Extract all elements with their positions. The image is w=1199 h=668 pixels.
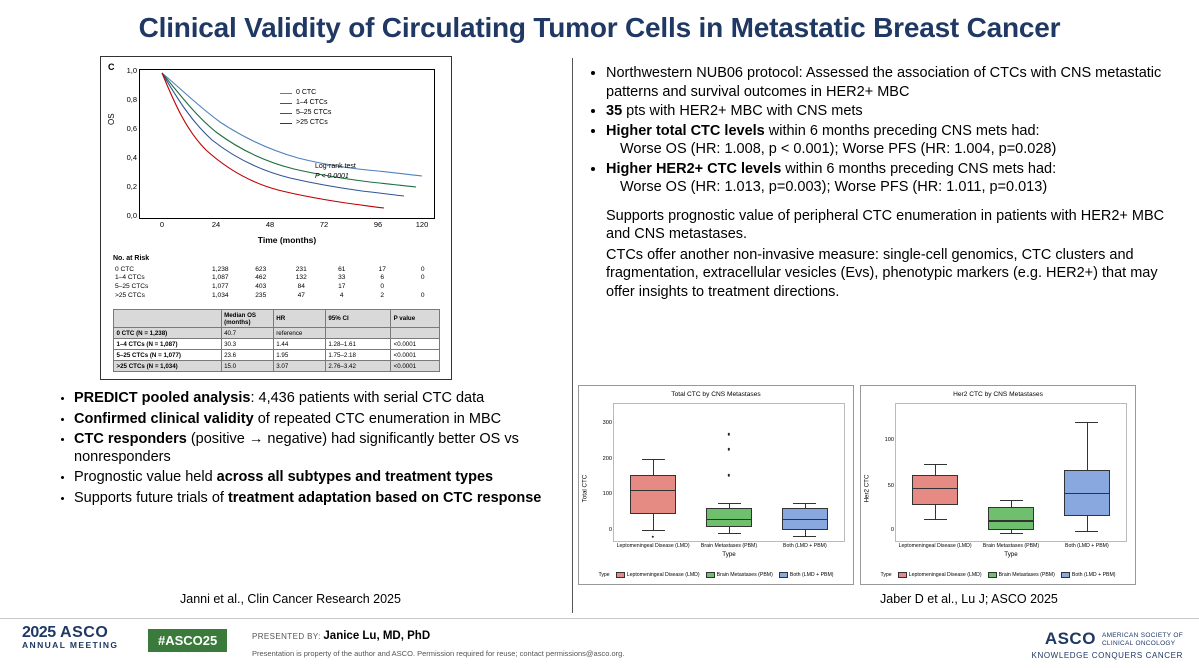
risk-row-label: 1–4 CTCs: [115, 274, 145, 282]
stats-cell: 23.6: [221, 350, 273, 361]
plot-area: [602, 403, 845, 549]
risk-cell: 2: [380, 291, 385, 299]
stats-cell: 1–4 CTCs (N = 1,087): [114, 339, 222, 350]
x-tick: Leptomeningeal Disease (LMD): [616, 543, 690, 549]
list-item: [74, 431, 552, 466]
stats-cell: 3.07: [273, 361, 325, 372]
stats-cell: 1.95: [273, 350, 325, 361]
panel-label: C: [108, 62, 115, 72]
logo-asco: ASCO: [60, 624, 109, 641]
risk-cell: 132: [295, 274, 307, 282]
stats-cell: [325, 328, 390, 339]
chart-title: Her2 CTC by CNS Metastases: [953, 391, 1043, 398]
permission-notice: Presentation is property of the author and ASCO. Permission required for reuse; contact permissions@asco.org.: [252, 649, 625, 658]
risk-cell: 0: [420, 291, 425, 299]
outlier-point: [728, 474, 730, 476]
legend-item: [1061, 572, 1116, 578]
bullet-bold: 35: [606, 103, 623, 119]
risk-cell: 17: [338, 282, 346, 290]
risk-cell: 61: [338, 265, 346, 273]
table-row: [114, 339, 440, 350]
x-tick: Brain Metastases (PBM): [700, 543, 758, 549]
km-figure-panel: [100, 56, 452, 380]
median-line: [988, 520, 1034, 521]
risk-row-label: 0 CTC: [115, 265, 135, 273]
number-at-risk-table: [113, 255, 443, 299]
risk-cell: 47: [297, 291, 305, 299]
whisker-cap: [924, 464, 947, 465]
boxplot-her2-ctc: [860, 385, 1136, 585]
list-item: [606, 64, 1184, 101]
risk-cell: 1,087: [212, 274, 229, 282]
legend-title: Type: [598, 572, 610, 578]
box: [988, 507, 1034, 530]
table-row: [113, 291, 443, 300]
bullet-bold: PREDICT pooled analysis: [74, 390, 251, 406]
hashtag-badge: #ASCO25: [148, 629, 227, 652]
risk-cell: 462: [255, 274, 267, 282]
col-header-pvalue: P value: [391, 310, 440, 328]
risk-cell: [402, 282, 443, 291]
risk-cell: 0: [420, 265, 425, 273]
risk-cell: 4: [339, 291, 344, 299]
legend-item: [988, 572, 1055, 578]
bullet-text: pts with HER2+ MBC with CNS mets: [622, 103, 863, 119]
stats-cell: 1.44: [273, 339, 325, 350]
whisker-cap: [924, 519, 947, 520]
risk-row-label: 5–25 CTCs: [115, 282, 149, 290]
stats-cell: <0.0001: [391, 350, 440, 361]
table-row: [114, 350, 440, 361]
median-line: [912, 488, 958, 489]
risk-cell: 6: [380, 274, 385, 282]
list-item: [74, 411, 552, 429]
whisker-cap: [718, 503, 741, 504]
stats-cell: 1.75–2.18: [325, 350, 390, 361]
asco-org-line2: CLINICAL ONCOLOGY: [1101, 639, 1176, 647]
legend-swatch-gt25ctc: [280, 120, 292, 126]
bullet-subtext: Worse OS (HR: 1.008, p < 0.001); Worse PFS (HR: 1.004, p=0.028): [620, 141, 1057, 157]
bullet-bold: Confirmed clinical validity: [74, 410, 254, 427]
presented-by-label: PRESENTED BY:: [252, 632, 321, 641]
col-header-group: [114, 310, 222, 328]
bullet-bold: CTC responders: [74, 431, 187, 447]
box: [706, 508, 752, 527]
bullet-bold: Higher HER2+ CTC levels: [606, 160, 782, 177]
km-ytick: 1,0: [126, 66, 137, 75]
y-tick: 300: [602, 420, 612, 427]
legend-item: [898, 572, 982, 578]
whisker-cap: [1075, 531, 1098, 532]
legend-label: Both (LMD + PBM): [1071, 572, 1116, 578]
bullet-bold: Higher total CTC levels: [606, 122, 765, 139]
risk-cell: 1,238: [212, 265, 229, 273]
chart-y-axis-label: Her2 CTC: [863, 474, 871, 503]
chart-title: Total CTC by CNS Metastases: [671, 391, 761, 398]
legend-swatch-1-4ctc: [280, 100, 292, 106]
stats-cell: 30.3: [221, 339, 273, 350]
median-line: [630, 490, 676, 491]
list-item: [606, 122, 1184, 159]
bullet-text: (positive → negative) had significantly better OS vs nonresponders: [74, 431, 519, 465]
legend-label: Both (LMD + PBM): [789, 572, 834, 578]
risk-cell: 231: [295, 265, 307, 273]
table-row: [114, 328, 440, 339]
legend-swatch-both: [779, 572, 788, 578]
km-legend-label: 5–25 CTCs: [296, 109, 332, 116]
km-ytick: 0,2: [126, 182, 137, 191]
legend-label: Brain Metastases (PBM): [998, 572, 1055, 578]
list-item: [74, 469, 552, 487]
stats-cell: 40.7: [221, 328, 273, 339]
bullet-pre: Prognostic value held: [74, 469, 217, 485]
km-x-axis-label: Time (months): [257, 235, 317, 245]
x-tick: Both (LMD + PBM): [783, 543, 827, 549]
table-row: [114, 361, 440, 372]
whisker-cap: [1000, 533, 1023, 534]
y-tick: 200: [602, 455, 612, 462]
bullet-bold: across all subtypes and treatment types: [216, 469, 494, 485]
citation-left: Janni et al., Clin Cancer Research 2025: [180, 592, 401, 606]
right-paragraphs: [606, 207, 1184, 302]
legend-swatch-0ctc: [280, 90, 292, 96]
km-legend: [280, 88, 331, 128]
chart-x-axis-label: Type: [722, 551, 736, 558]
bullet-pre: Supports future trials of: [74, 489, 228, 506]
risk-cell: 84: [297, 282, 305, 290]
bullet-subtext: Worse OS (HR: 1.013, p=0.003); Worse PFS (HR: 1.011, p=0.013): [620, 179, 1048, 195]
km-xtick: 96: [373, 220, 383, 229]
col-header-median-os: Median OS (months): [221, 310, 273, 328]
risk-row-label: >25 CTCs: [115, 291, 145, 299]
col-header-hr: HR: [273, 310, 325, 328]
x-tick: Leptomeningeal Disease (LMD): [898, 543, 972, 549]
whisker-cap: [718, 533, 741, 534]
km-logrank-annotation: [315, 162, 356, 181]
stats-cell: <0.0001: [391, 339, 440, 350]
km-xtick: 24: [211, 220, 221, 229]
outlier-point: [728, 448, 730, 450]
risk-cell: 0: [380, 282, 385, 290]
box: [630, 475, 676, 513]
whisker-cap: [642, 530, 665, 531]
logrank-line2: P < 0.0001: [315, 172, 349, 180]
y-tick: 0: [890, 527, 894, 534]
paragraph: CTCs offer another non-invasive measure: single-cell genomics, CTC clusters and fragmentation, extracellular vesicles (Evs), phenotypic markers (e.g. HER2+) that may offer insights to treatment directions.: [606, 246, 1158, 300]
asco-tagline: KNOWLEDGE CONQUERS CANCER: [1031, 651, 1183, 660]
boxplot-total-ctc: [578, 385, 854, 585]
km-legend-label: >25 CTCs: [296, 119, 328, 126]
left-bullet-list: [52, 390, 552, 510]
whisker-cap: [793, 503, 816, 504]
legend-label: Leptomeningeal Disease (LMD): [626, 572, 700, 578]
risk-cell: 33: [338, 274, 346, 282]
table-row: [113, 274, 443, 283]
stats-cell: 1.28–1.61: [325, 339, 390, 350]
outlier-point: [728, 433, 730, 435]
km-ytick: 0,0: [126, 211, 137, 220]
risk-cell: 1,077: [212, 282, 229, 290]
chart-legend: [579, 572, 853, 578]
legend-item: [706, 572, 773, 578]
stats-cell: 5–25 CTCs (N = 1,077): [114, 350, 222, 361]
km-xtick: 72: [319, 220, 329, 229]
legend-swatch-both: [1061, 572, 1070, 578]
km-ytick: 0,6: [126, 124, 137, 133]
stats-cell: 2.76–3.42: [325, 361, 390, 372]
risk-table-title: No. at Risk: [113, 255, 150, 262]
legend-label: Leptomeningeal Disease (LMD): [908, 572, 982, 578]
risk-cell: 17: [378, 265, 386, 273]
km-xtick: 0: [159, 220, 165, 229]
plot-area: [884, 403, 1127, 549]
right-content: [584, 64, 1184, 303]
citation-right: Jaber D et al., Lu J; ASCO 2025: [880, 592, 1058, 606]
legend-item: [779, 572, 834, 578]
stats-cell: reference: [273, 328, 325, 339]
bullet-text: : 4,436 patients with serial CTC data: [250, 390, 485, 406]
x-tick: Brain Metastases (PBM): [982, 543, 1040, 549]
logo-annual-meeting: ANNUAL MEETING: [22, 640, 119, 650]
bullet-text: of repeated CTC enumeration in MBC: [253, 410, 502, 427]
km-legend-label: 0 CTC: [296, 89, 317, 96]
list-item: [606, 102, 1184, 121]
survival-stats-table: [113, 309, 440, 372]
risk-cell: 1,034: [212, 291, 229, 299]
stats-cell: 15.0: [221, 361, 273, 372]
median-line: [1064, 493, 1110, 494]
legend-swatch-5-25ctc: [280, 110, 292, 116]
km-xtick: 48: [265, 220, 275, 229]
legend-swatch-pbm: [988, 572, 997, 578]
whisker-cap: [642, 459, 665, 460]
list-item: [606, 160, 1184, 197]
risk-cell: 403: [255, 282, 267, 290]
stats-cell: [391, 328, 440, 339]
column-divider: [572, 58, 573, 613]
legend-swatch-pbm: [706, 572, 715, 578]
legend-swatch-lmd: [616, 572, 625, 578]
legend-title: Type: [880, 572, 892, 578]
bullet-text: within 6 months preceding CNS mets had:: [781, 160, 1057, 177]
km-y-axis-label: OS: [107, 113, 116, 125]
y-tick: 0: [608, 527, 612, 534]
asco-wordmark: ASCO: [1044, 629, 1096, 648]
asco-meeting-logo: [22, 624, 119, 651]
presented-by: [252, 630, 430, 642]
legend-label: Brain Metastases (PBM): [716, 572, 773, 578]
legend-item: [616, 572, 700, 578]
list-item: [74, 490, 552, 508]
whisker-cap: [793, 536, 816, 537]
presenter-name: Janice Lu, MD, PhD: [323, 630, 431, 642]
km-xtick: 120: [415, 220, 429, 229]
asco-org-line1: AMERICAN SOCIETY OF: [1101, 631, 1183, 639]
logo-year: 2025: [22, 624, 56, 641]
km-legend-label: 1–4 CTCs: [296, 99, 328, 106]
whisker-cap: [1075, 422, 1098, 423]
paragraph: Supports prognostic value of peripheral CTC enumeration in patients with HER2+ MBC and CNS metastases.: [606, 207, 1165, 242]
chart-y-axis-label: Total CTC: [581, 474, 589, 503]
risk-cell: 0: [420, 274, 425, 282]
km-ytick: 0,8: [126, 95, 137, 104]
bullet-text: within 6 months preceding CNS mets had:: [764, 122, 1040, 139]
stats-cell: >25 CTCs (N = 1,034): [114, 361, 222, 372]
y-tick: 50: [887, 483, 894, 490]
page-title: Clinical Validity of Circulating Tumor Cells in Metastatic Breast Cancer: [138, 12, 1061, 43]
bullet-bold: treatment adaptation based on CTC response: [227, 489, 542, 506]
risk-cell: 235: [255, 291, 267, 299]
chart-x-axis-label: Type: [1004, 551, 1018, 558]
x-tick: Both (LMD + PBM): [1065, 543, 1109, 549]
logrank-line1: Log-rank test: [315, 163, 356, 170]
risk-cell: 623: [255, 265, 267, 273]
median-line: [706, 519, 752, 520]
y-tick: 100: [884, 436, 894, 443]
km-plot-area: [126, 66, 435, 229]
table-row: [113, 282, 443, 291]
bullet-text: Northwestern NUB06 protocol: Assessed the association of CTCs with CNS metastatic patterns and survival outcomes in HER2+ MBC: [606, 65, 1162, 100]
y-tick: 100: [602, 491, 612, 498]
table-row: [113, 265, 443, 274]
whisker-cap: [1000, 500, 1023, 501]
km-ytick: 0,4: [126, 153, 137, 162]
chart-legend: [861, 572, 1135, 578]
outlier-point: [652, 536, 654, 538]
box: [912, 475, 958, 505]
stats-cell: <0.0001: [391, 361, 440, 372]
list-item: [74, 390, 552, 408]
asco-org-lines: [1102, 632, 1183, 648]
stats-cell: 0 CTC (N = 1,238): [114, 328, 222, 339]
median-line: [782, 519, 828, 520]
footer: [0, 619, 1199, 668]
col-header-ci: 95% CI: [325, 310, 390, 328]
table-header-row: [114, 310, 440, 328]
legend-swatch-lmd: [898, 572, 907, 578]
asco-org-logo: [1032, 629, 1183, 660]
